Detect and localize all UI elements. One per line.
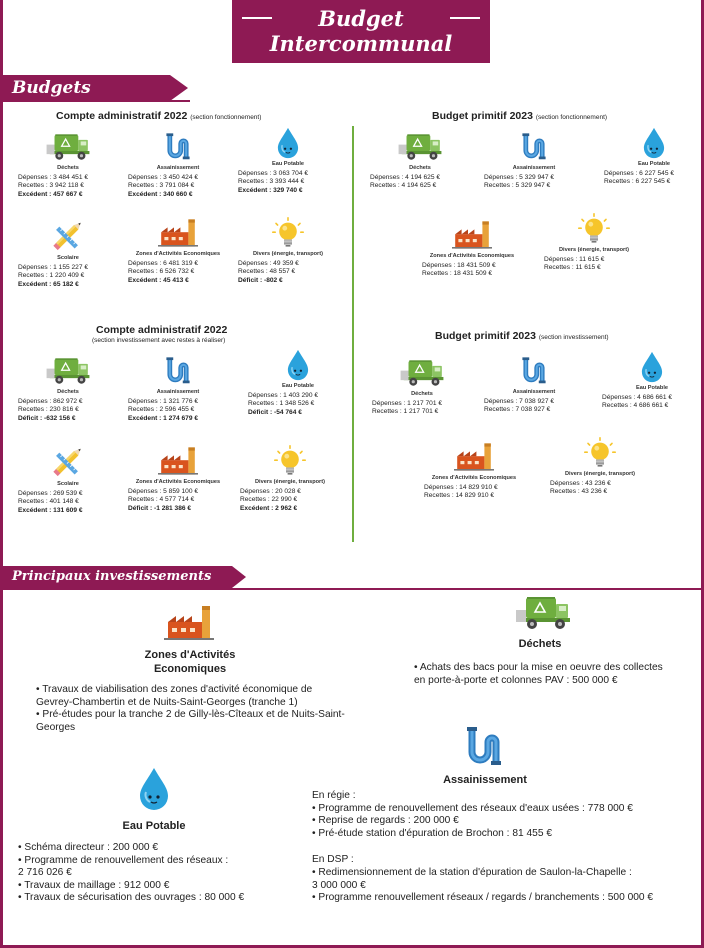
- recettes-value: Recettes : 5 329 947 €: [484, 182, 551, 190]
- recettes-value: Recettes : 11 615 €: [544, 264, 601, 272]
- pencil-ruler-icon: [51, 446, 85, 480]
- regie-label: En régie :: [312, 790, 356, 801]
- recettes-value: Recettes : 22 990 €: [240, 496, 298, 504]
- block-subtitle-text: (section fonctionnement): [535, 114, 608, 121]
- budget-card-bp-f-assain: [484, 130, 584, 191]
- depenses-value: Dépenses : 3 484 451 €: [18, 174, 89, 181]
- list-item: [18, 892, 308, 905]
- depenses-value: Dépenses : 1 403 290 €: [248, 392, 319, 399]
- list-item: [312, 892, 698, 905]
- card-label: Assainissement: [512, 165, 556, 171]
- card-label: Zones d'Activités Economiques: [431, 475, 517, 481]
- dsp-label: En DSP :: [312, 854, 354, 866]
- budget-card-ca-f-zae: [128, 216, 228, 285]
- budget-card-ca-f-assain: [128, 130, 228, 199]
- resultat-value: Excédent : 329 740 €: [238, 186, 303, 194]
- budget-card-ca-i-dechets: [18, 354, 118, 423]
- resultat-value: Excédent : 45 413 €: [128, 276, 189, 284]
- title-banner: [232, 0, 490, 63]
- recettes-value: Recettes : 230 816 €: [18, 406, 79, 414]
- block-subtitle-ca-investissement: (section investissement avec restes à réaliser): [92, 337, 226, 344]
- depenses-value: Dépenses : 5 329 947 €: [484, 174, 555, 181]
- list-item: [18, 855, 308, 880]
- list-item: [414, 662, 700, 687]
- list-item-line: 3 000 000 €: [312, 879, 366, 891]
- card-figures: [238, 260, 338, 285]
- investment-list-assainissement: [312, 790, 698, 905]
- budget-card-ca-i-scolaire: [18, 446, 118, 515]
- recettes-value: Recettes : 7 038 927 €: [484, 406, 551, 414]
- card-label: Eau Potable: [281, 383, 315, 389]
- recettes-value: Recettes : 3 942 118 €: [18, 182, 84, 190]
- card-figures: [18, 398, 118, 423]
- block-title-ca-fonctionnement: [56, 110, 261, 122]
- investment-title-assainissement: Assainissement: [443, 774, 527, 786]
- recettes-value: Recettes : 43 236 €: [550, 488, 608, 496]
- dsp-items: [312, 867, 698, 905]
- recettes-value: Recettes : 1 348 526 €: [248, 400, 315, 408]
- card-label: Assainissement: [512, 389, 556, 395]
- recettes-value: Recettes : 4 577 714 €: [128, 496, 195, 504]
- card-figures: [128, 398, 228, 423]
- section-underline-full: [0, 588, 704, 590]
- depenses-value: Dépenses : 6 481 319 €: [128, 260, 199, 267]
- factory-icon: [454, 440, 494, 474]
- section-header-investissements: Principaux investissements 2023: [0, 566, 232, 588]
- recettes-value: Recettes : 4 686 661 €: [602, 402, 669, 410]
- card-label: Zones d'Activités Economiques: [135, 479, 221, 485]
- card-figures: [18, 174, 118, 199]
- water-drop-icon: [275, 126, 301, 160]
- list-item: • Pré-étude station d'épuration de Brochon : 81 455 €: [312, 827, 552, 839]
- card-label: Déchets: [57, 165, 79, 171]
- card-label: Déchets: [57, 389, 79, 395]
- card-label: Eau Potable: [271, 161, 305, 167]
- block-title-text: Compte administratif 2022: [56, 110, 188, 122]
- section-underline: [0, 100, 190, 102]
- pencil-ruler-icon: [51, 220, 85, 254]
- budget-card-bp-i-zae: [424, 440, 524, 501]
- block-title-text: Budget primitif 2023: [435, 330, 536, 342]
- card-label: Eau Potable: [635, 385, 669, 391]
- budget-card-bp-i-dechets: [372, 356, 472, 417]
- investment-list-zae: [36, 684, 366, 734]
- resultat-value: Excédent : 457 667 €: [18, 190, 83, 198]
- resultat-value: Déficit : -54 764 €: [248, 408, 302, 416]
- block-subtitle-text: (section investissement): [538, 334, 609, 341]
- card-label: Assainissement: [156, 165, 200, 171]
- recettes-value: Recettes : 1 217 701 €: [372, 408, 439, 416]
- list-item: [312, 867, 698, 892]
- depenses-value: Dépenses : 4 686 661 €: [602, 394, 673, 401]
- garbage-truck-icon: [45, 130, 91, 164]
- block-title-bp-investissement: [435, 330, 609, 342]
- column-separator: [352, 126, 354, 542]
- depenses-value: Dépenses : 14 829 910 €: [424, 484, 498, 491]
- budget-card-ca-f-divers: [238, 216, 338, 285]
- depenses-value: Dépenses : 1 217 701 €: [372, 400, 443, 407]
- recettes-value: Recettes : 14 829 910 €: [424, 492, 495, 500]
- factory-icon: [164, 604, 214, 642]
- card-figures: [372, 400, 472, 417]
- list-item: [36, 709, 366, 734]
- pipe-icon: [519, 354, 549, 388]
- light-bulb-icon: [584, 436, 616, 470]
- pipe-icon: [462, 726, 506, 768]
- list-item: [18, 842, 308, 855]
- card-figures: [422, 262, 522, 279]
- light-bulb-icon: [578, 212, 610, 246]
- budget-card-ca-i-eau: [248, 348, 348, 417]
- card-figures: [604, 170, 704, 187]
- block-subtitle-text: (section fonctionnement): [190, 114, 262, 121]
- block-title-text: Budget primitif 2023: [432, 110, 533, 122]
- budget-card-bp-i-divers: [550, 436, 650, 497]
- investment-title-eau: Eau Potable: [122, 820, 186, 832]
- card-label: Zones d'Activités Economiques: [429, 253, 515, 259]
- list-item-line: • Travaux de maillage : 912 000 €: [18, 879, 170, 891]
- banner-rule-right: [450, 17, 480, 19]
- card-figures: [484, 398, 584, 415]
- depenses-value: Dépenses : 1 155 227 €: [18, 264, 89, 271]
- list-item-line: • Travaux de sécurisation des ouvrages : 80 000 €: [18, 892, 245, 904]
- card-label: Divers (énergie, transport): [565, 471, 635, 477]
- water-drop-icon: [285, 348, 311, 382]
- recettes-value: Recettes : 18 431 509 €: [422, 270, 493, 278]
- water-drop-icon: [136, 766, 172, 812]
- card-figures: [18, 490, 118, 515]
- list-item-line: • Programme renouvellement réseaux / regards / branchements : 500 000 €: [312, 892, 654, 904]
- list-item-line: 2 716 026 €: [18, 867, 72, 879]
- depenses-value: Dépenses : 3 450 424 €: [128, 174, 199, 181]
- water-drop-icon: [641, 126, 667, 160]
- garbage-truck-icon: [399, 356, 445, 390]
- regie-items: [312, 803, 698, 841]
- depenses-value: Dépenses : 49 359 €: [238, 260, 299, 267]
- block-title-bp-fonctionnement: [432, 110, 607, 122]
- card-label: Eau Potable: [637, 161, 671, 167]
- recettes-value: Recettes : 3 791 084 €: [128, 182, 195, 190]
- depenses-value: Dépenses : 18 431 509 €: [422, 262, 496, 269]
- card-figures: [128, 260, 228, 285]
- card-figures: [238, 170, 338, 195]
- resultat-value: Excédent : 340 660 €: [128, 190, 193, 198]
- garbage-truck-icon: [397, 130, 443, 164]
- garbage-truck-icon: [514, 594, 572, 632]
- budget-card-bp-f-zae: [422, 218, 522, 279]
- factory-icon: [452, 218, 492, 252]
- recettes-value: Recettes : 3 393 444 €: [238, 178, 305, 186]
- budget-card-bp-f-eau: [604, 126, 704, 187]
- pipe-icon: [163, 130, 193, 164]
- card-figures: [18, 264, 118, 289]
- investment-title-line: Economiques: [153, 663, 227, 675]
- list-item-line: • Pré-études pour la tranche 2 de Gilly-lès-Cîteaux et de Nuits-Saint-Georges: [36, 709, 345, 733]
- investment-list-dechets: [414, 662, 700, 687]
- depenses-value: Dépenses : 6 227 545 €: [604, 170, 675, 177]
- budget-card-ca-f-dechets: [18, 130, 118, 199]
- card-label: Divers (énergie, transport): [253, 251, 323, 257]
- block-title-ca-investissement: Compte administratif 2022: [96, 324, 228, 336]
- card-figures: [424, 484, 524, 501]
- card-figures: [128, 488, 228, 513]
- budget-card-ca-f-scolaire: [18, 220, 118, 289]
- investment-title-dechets: Déchets: [518, 638, 562, 650]
- list-item-line: • Achats des bacs pour la mise en oeuvre des collectes: [414, 662, 663, 673]
- budget-card-bp-f-dechets: [370, 130, 470, 191]
- card-figures: [128, 174, 228, 199]
- card-label: Scolaire: [57, 481, 79, 487]
- depenses-value: Dépenses : 11 615 €: [544, 256, 605, 263]
- list-item-line: • Redimensionnement de la station d'épuration de Saulon-la-Chapelle :: [312, 866, 632, 878]
- card-label: Scolaire: [57, 255, 79, 261]
- list-item-line: Gevrey-Chambertin et de Nuits-Saint-Georges (tranche 1): [36, 696, 298, 708]
- depenses-value: Dépenses : 1 321 776 €: [128, 398, 199, 405]
- resultat-value: Excédent : 131 609 €: [18, 506, 83, 514]
- list-item-line: en porte-à-porte et colonnes PAV : 500 000 €: [414, 674, 618, 686]
- depenses-value: Dépenses : 3 063 704 €: [238, 170, 309, 177]
- budget-card-ca-i-divers: [240, 444, 340, 513]
- depenses-value: Dépenses : 20 028 €: [240, 488, 301, 495]
- resultat-value: Excédent : 1 274 679 €: [128, 414, 199, 422]
- resultat-value: Excédent : 65 182 €: [18, 280, 79, 288]
- resultat-value: Déficit : -802 €: [238, 276, 283, 284]
- recettes-value: Recettes : 6 526 732 €: [128, 268, 195, 276]
- list-item-line: • Travaux de viabilisation des zones d'activité économique de: [36, 684, 313, 695]
- list-item: • Reprise de regards : 200 000 €: [312, 815, 459, 827]
- list-item-line: • Schéma directeur : 200 000 €: [18, 842, 159, 853]
- list-item: [36, 684, 366, 709]
- water-drop-icon: [639, 350, 665, 384]
- budget-card-ca-i-assain: [128, 354, 228, 423]
- factory-icon: [158, 216, 198, 250]
- banner-rule-left: [242, 17, 272, 19]
- investment-title-line: Zones d'Activités: [144, 649, 236, 661]
- factory-icon: [158, 444, 198, 478]
- card-figures: [370, 174, 470, 191]
- card-label: Divers (énergie, transport): [255, 479, 325, 485]
- card-figures: [484, 174, 584, 191]
- depenses-value: Dépenses : 7 038 927 €: [484, 398, 555, 405]
- pipe-icon: [163, 354, 193, 388]
- budget-card-bp-i-assain: [484, 354, 584, 415]
- depenses-value: Dépenses : 862 972 €: [18, 398, 83, 405]
- investment-title-zae: [110, 648, 270, 676]
- recettes-value: Recettes : 4 194 625 €: [370, 182, 437, 190]
- budget-card-bp-f-divers: [544, 212, 644, 273]
- depenses-value: Dépenses : 43 236 €: [550, 480, 611, 487]
- card-label: Zones d'Activités Economiques: [135, 251, 221, 257]
- card-figures: [602, 394, 702, 411]
- budget-card-bp-i-eau: [602, 350, 702, 411]
- pipe-icon: [519, 130, 549, 164]
- garbage-truck-icon: [45, 354, 91, 388]
- recettes-value: Recettes : 2 596 455 €: [128, 406, 195, 414]
- card-label: Déchets: [409, 165, 431, 171]
- recettes-value: Recettes : 1 220 409 €: [18, 272, 85, 280]
- resultat-value: Déficit : -1 281 386 €: [128, 504, 192, 512]
- light-bulb-icon: [274, 444, 306, 478]
- card-label: Assainissement: [156, 389, 200, 395]
- depenses-value: Dépenses : 4 194 625 €: [370, 174, 441, 181]
- investment-list-eau: [18, 842, 308, 905]
- card-figures: [550, 480, 650, 497]
- card-figures: [544, 256, 644, 273]
- recettes-value: Recettes : 6 227 545 €: [604, 178, 671, 186]
- list-item: [18, 880, 308, 893]
- card-figures: [240, 488, 340, 513]
- title-line-2: Intercommunal: [269, 31, 453, 56]
- resultat-value: Déficit : -632 156 €: [18, 414, 76, 422]
- recettes-value: Recettes : 401 148 €: [18, 498, 79, 506]
- depenses-value: Dépenses : 269 539 €: [18, 490, 83, 497]
- title-line-1: Budget: [318, 6, 404, 31]
- card-figures: [248, 392, 348, 417]
- resultat-value: Excédent : 2 962 €: [240, 504, 298, 512]
- list-item: • Programme de renouvellement des réseaux d'eaux usées : 778 000 €: [312, 802, 633, 814]
- depenses-value: Dépenses : 5 859 100 €: [128, 488, 199, 495]
- budget-card-ca-i-zae: [128, 444, 228, 513]
- list-item-line: • Programme de renouvellement des réseaux :: [18, 854, 229, 866]
- recettes-value: Recettes : 48 557 €: [238, 268, 296, 276]
- budget-card-ca-f-eau: [238, 126, 338, 195]
- spacer: [312, 840, 698, 854]
- section-header-budgets-annexes: Budgets annexes: [0, 75, 170, 101]
- light-bulb-icon: [272, 216, 304, 250]
- card-label: Déchets: [411, 391, 433, 397]
- card-label: Divers (énergie, transport): [559, 247, 629, 253]
- frame-left-border: [0, 0, 3, 948]
